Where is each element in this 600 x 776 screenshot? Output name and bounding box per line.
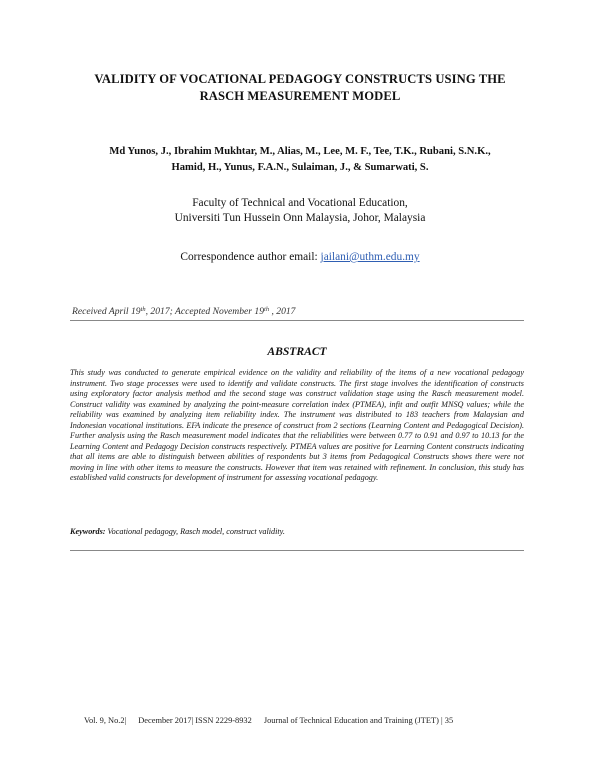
footer-journal: Journal of Technical Education and Training (JTET) | 35 xyxy=(263,716,454,725)
accepted-superscript: th xyxy=(264,306,270,313)
correspondence-email-link[interactable]: jailani@uthm.edu.my xyxy=(320,251,420,263)
authors-line-2: Hamid, H., Yunus, F.A.N., Sulaiman, J., & Sumarwati, S. xyxy=(171,162,429,173)
footer-date-issn: December 2017| ISSN 2229-8932 xyxy=(138,716,252,725)
correspondence xyxy=(100,250,500,265)
received-prefix: Received April 19 xyxy=(72,306,141,317)
footer-volume: Vol. 9, No.2| xyxy=(84,716,127,725)
abstract-text: This study was conducted to generate empirical evidence on the validity and reliability of the items of a new vocational pedagogy instrument. Two stage processes were used to identify and validate constructs. The first stage involves the identification of constructs using exploratory factor analysis method and the second stage was construct validation stage using the Rasch measurement model. Construct validity was examined by analyzing the point-measure correlation index (PTMEA), infit and outfit MNSQ values; while the reliability was examined by analyzing item reliability index. The instrument was distributed to 183 teachers from Malaysian and Indonesian vocational institutions. EFA indicate the presence of construct from 2 sections (Learning Content and Pedagogical Decision). Further analysis using the Rasch measurement model indicates that the reliabilities were between 0.77 to 0.91 and 0.97 to 10.13 for the Learning Content and Pedagogy Decision constructs respectively. PTMEA values are positive for Learning Content constructs indicating that all items are able to distinguish between abilities of respondents but 3 items from Pedagogical Constructs shows there were not moving in line with other items to measure the constructs. However that item was retained with refinement. In conclusion, this study has established valid constructs for development of instrument for assessing vocational pedagogy. xyxy=(70,368,524,482)
keywords-label: Keywords: xyxy=(70,527,106,536)
affiliation-line-1: Faculty of Technical and Vocational Education, xyxy=(192,197,408,209)
received-middle: , 2017; Accepted November 19 xyxy=(145,306,265,317)
abstract-heading: ABSTRACT xyxy=(267,345,327,358)
page-footer xyxy=(84,715,524,726)
affiliation xyxy=(100,196,500,226)
received-accepted-dates xyxy=(72,304,295,318)
keywords-text: Vocational pedagogy, Rasch model, construct validity. xyxy=(105,527,285,536)
author-list xyxy=(70,144,530,176)
correspondence-label: Correspondence author email: xyxy=(180,251,318,263)
paper-title xyxy=(60,71,540,105)
received-superscript: th xyxy=(140,306,146,313)
received-suffix: , 2017 xyxy=(269,306,296,317)
title-line-2: RASCH MEASUREMENT MODEL xyxy=(199,89,401,103)
top-divider xyxy=(70,320,524,321)
bottom-divider xyxy=(70,550,524,551)
title-line-1: VALIDITY OF VOCATIONAL PEDAGOGY CONSTRUCTS USING THE xyxy=(94,72,506,86)
keywords xyxy=(70,527,524,538)
authors-line-1: Md Yunos, J., Ibrahim Mukhtar, M., Alias, M., Lee, M. F., Tee, T.K., Rubani, S.N.K., xyxy=(109,146,491,157)
affiliation-line-2: Universiti Tun Hussein Onn Malaysia, Johor, Malaysia xyxy=(174,212,426,224)
